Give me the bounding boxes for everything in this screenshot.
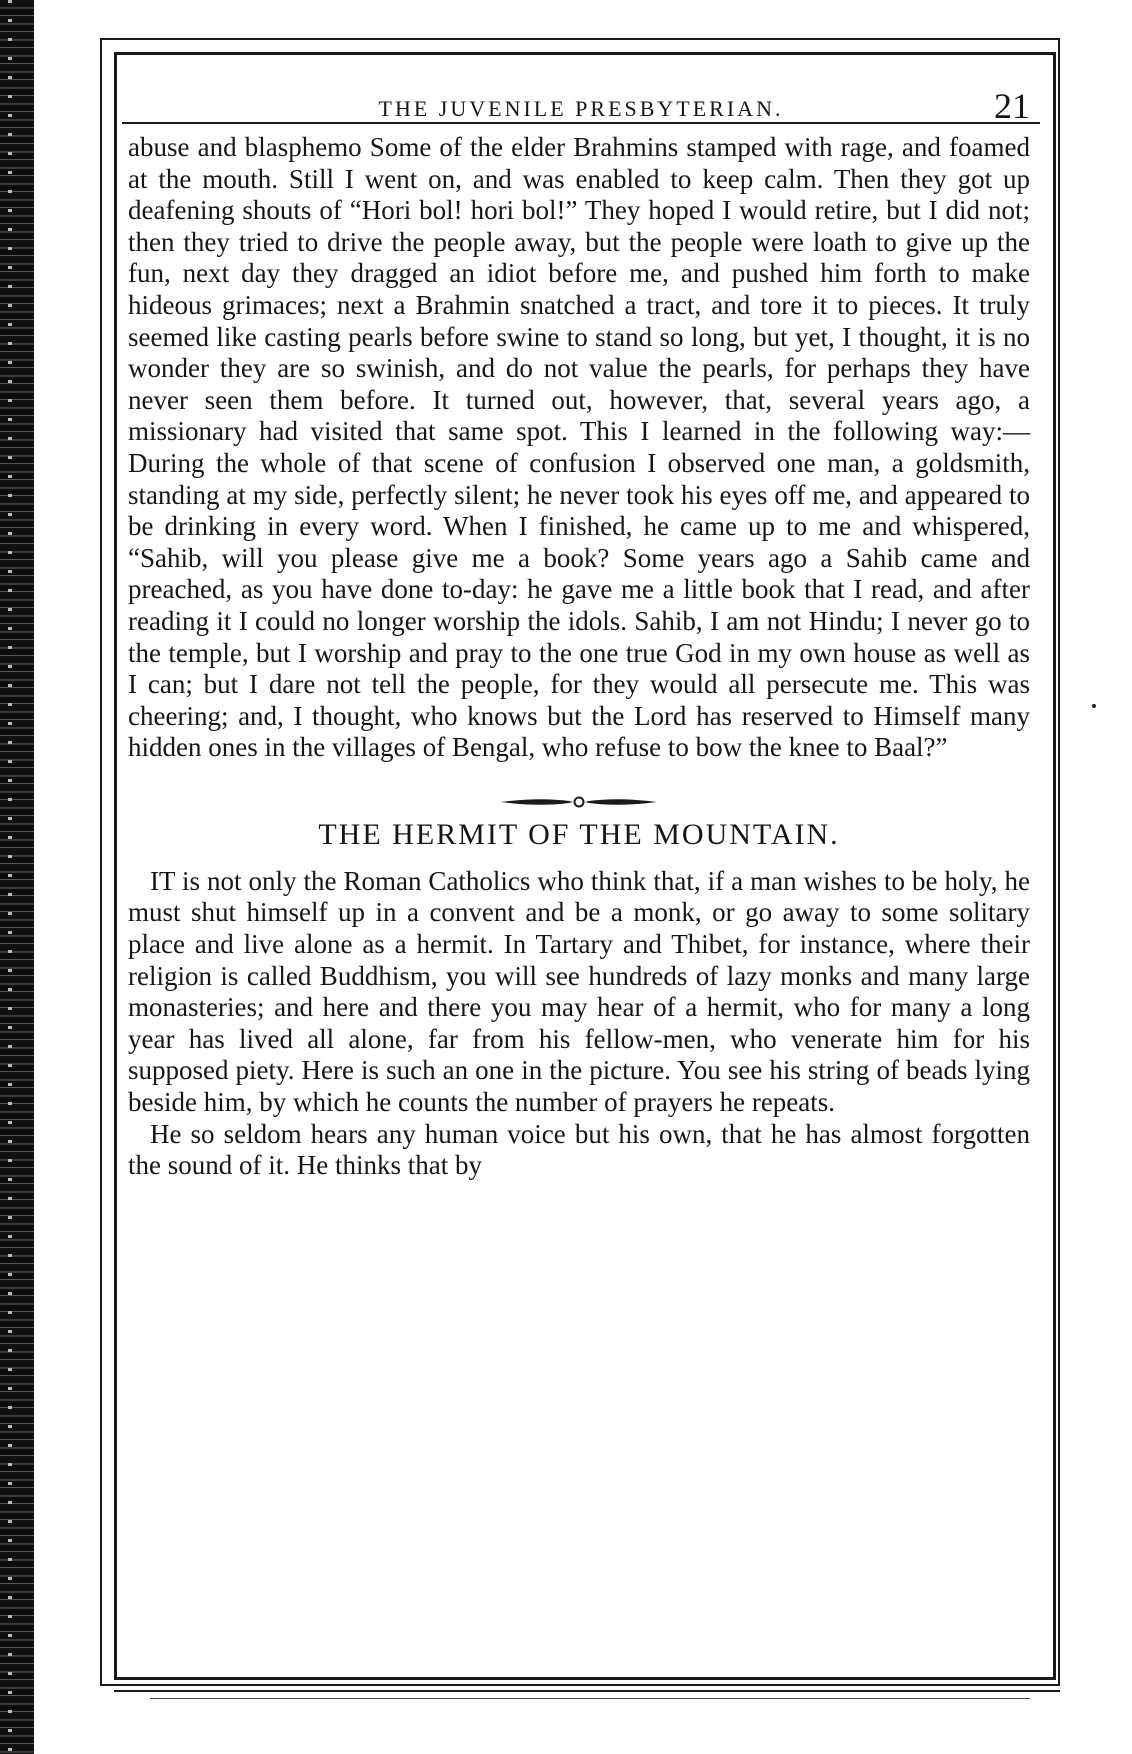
page-body [128,132,1030,1182]
printed-page [122,60,1040,1670]
continued-paragraph: abuse and blasphemo Some of the elder Brahmins stamped with rage, and foamed at the mouth. Still I went on, and was enabled to keep calm. Then they got up deafening shouts of “Hori bol! hori bol!” They hoped I would retire, but I did not; then they tried to drive the people away, but the people were loath to give up the fun, next day they dragged an idiot before me, and pushed him forth to make hideous grimaces; next a Brahmin snatched a tract, and tore it to pieces. It truly seemed like casting pearls before swine to stand so long, but yet, I thought, it is no wonder they are so swinish, and do not value the pearls, for perhaps they have never seen them before. It turned out, however, that, several years ago, a missionary had visited that same spot. This I learned in the following way:—During the whole of that scene of confusion I observed one man, a goldsmith, standing at my side, perfectly silent; he never took his eyes off me, and appeared to be drinking in every word. When I finished, he came up to me and whispered, “Sahib, will you please give me a book? Some years ago a Sahib came and preached, as you have done to-day: he gave me a little book that I read, and after reading it I could no longer worship the idols. Sahib, I am not Hindu; I never go to the temple, but I worship and pray to the one true God in my own house as well as I can; but I dare not tell the people, for they would all persecute me. This was cheering; and, I thought, who knows but the Lord has reserved to Himself many hidden ones in the villages of Bengal, who refuse to bow the knee to Baal?” [128,132,1030,763]
book-binding-edge [0,0,34,1754]
ink-speck [1092,704,1096,708]
running-title: THE JUVENILE PRESBYTERIAN. [378,96,784,121]
bottom-rule [114,1690,1060,1692]
running-head [122,60,1040,124]
article-title: THE HERMIT OF THE MOUNTAIN. [318,817,840,851]
bottom-rule-thin [150,1698,1030,1699]
article-paragraph-1: IT is not only the Roman Catholics who think that, if a man wishes to be holy, he must shut himself up in a convent and be a monk, or go away to some solitary place and live alone as a hermit. In Tartary and Thibet, for instance, where their religion is called Buddhism, you will see hundreds of lazy monks and many large monasteries; and here and there you may hear of a hermit, who for many a long year has lived all alone, far from his fellow-men, who venerate him for his supposed piety. Here is such an one in the picture. You see his string of beads lying beside him, by which he counts the number of prayers he repeats. [128,865,1030,1118]
page-number: 21 [994,86,1030,126]
article-paragraph-2: He so seldom hears any human voice but his own, that he has almost forgotten the sound of it. He thinks that by [128,1118,1030,1181]
section-divider-ornament [499,794,659,810]
